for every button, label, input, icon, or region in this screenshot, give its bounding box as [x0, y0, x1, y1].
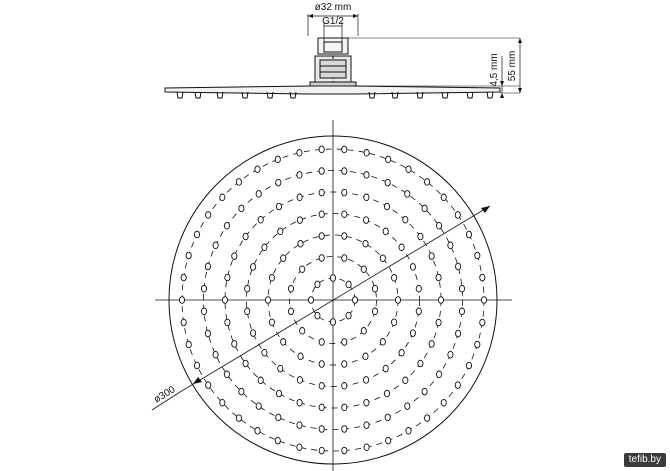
nozzle-hole	[213, 351, 218, 358]
nozzle-hole	[319, 404, 324, 411]
nozzle-hole	[441, 194, 446, 201]
nozzle-hole	[383, 365, 388, 372]
nozzle-hole	[319, 211, 324, 218]
nozzle-hole	[363, 353, 368, 360]
watermark-badge: tefib.by	[624, 453, 666, 467]
nozzle-hole	[186, 252, 191, 259]
nozzle-hole	[181, 319, 186, 326]
nozzle-hole	[364, 194, 369, 201]
nozzle-hole	[269, 275, 274, 282]
nozzle-hole	[319, 146, 324, 153]
nozzle-hole	[300, 266, 305, 273]
nozzle-hole	[281, 255, 286, 262]
nozzle-hole	[232, 253, 237, 260]
nozzle-hole	[276, 179, 281, 186]
nozzle-hole	[364, 422, 369, 429]
nozzle-hole	[201, 308, 206, 315]
nozzle-hole	[480, 319, 485, 326]
nozzle-hole	[265, 297, 270, 304]
nozzle-hole	[410, 330, 415, 337]
nozzle-hole	[386, 437, 391, 444]
nozzle-hole	[236, 415, 241, 422]
nozzle-hole	[297, 377, 302, 384]
nozzle-hole	[319, 426, 324, 433]
nozzle-hole	[405, 403, 410, 410]
nozzle-hole	[361, 266, 366, 273]
nozzle-hole	[456, 330, 461, 337]
nozzle-hole	[455, 212, 460, 219]
total-height-label: 55 mm	[507, 50, 518, 82]
nozzle-hole	[364, 399, 369, 406]
nozzle-hole	[403, 377, 408, 384]
nozzle-hole	[315, 281, 320, 288]
nozzle-hole	[269, 319, 274, 326]
nozzle-hole	[342, 383, 347, 390]
nozzle-hole	[342, 233, 347, 240]
nozzle-hole	[384, 203, 389, 210]
nozzle-hole	[256, 191, 261, 198]
nozzle-hole	[361, 328, 366, 335]
nozzle-hole	[380, 339, 385, 346]
nozzle-hole	[416, 308, 421, 315]
nozzle-hole	[262, 244, 267, 251]
nozzle-hole	[194, 231, 199, 238]
nozzle-hole	[275, 156, 280, 163]
nozzle-hole	[278, 228, 283, 235]
nozzle-hole	[448, 242, 453, 249]
head-diameter-label: ø300	[152, 384, 178, 406]
nozzle-hole	[330, 319, 335, 326]
nozzle-hole	[251, 330, 256, 337]
nozzle-hole	[315, 312, 320, 319]
nozzle-hole	[418, 233, 423, 240]
nozzle-hole	[288, 308, 293, 315]
nozzle-hole	[395, 297, 400, 304]
nozzle-hole	[205, 330, 210, 337]
nozzle-hole	[297, 399, 302, 406]
nozzle-hole	[319, 447, 324, 454]
nozzle-hole	[386, 156, 391, 163]
nozzle-hole	[342, 255, 347, 262]
nozzle-hole	[422, 205, 427, 212]
nozzle-hole	[342, 339, 347, 346]
nozzle-hole	[205, 263, 210, 270]
nozzle-hole	[194, 362, 199, 369]
nozzle-hole	[448, 351, 453, 358]
nozzle-hole	[206, 382, 211, 389]
nozzle-hole	[220, 399, 225, 406]
nozzle-hole	[466, 231, 471, 238]
nozzle-hole	[342, 211, 347, 218]
nozzle-hole	[342, 447, 347, 454]
nozzle-hole	[330, 275, 335, 282]
nozzle-hole	[276, 390, 281, 397]
nozzle-hole	[437, 222, 442, 229]
nozzle-hole	[319, 361, 324, 368]
nozzle-hole	[441, 399, 446, 406]
nozzle-hole	[406, 166, 411, 173]
nozzle-hole	[239, 388, 244, 395]
nozzle-hole	[385, 179, 390, 186]
head-plate	[165, 86, 500, 94]
nozzle-hole	[429, 253, 434, 260]
nozzle-hole	[278, 365, 283, 372]
nozzle-hole	[436, 319, 441, 326]
nozzle-hole	[258, 216, 263, 223]
nozzle-hole	[236, 179, 241, 186]
nozzle-hole	[418, 360, 423, 367]
nozzle-hole	[276, 203, 281, 210]
nozzle-hole	[256, 403, 261, 410]
nozzle-hole	[255, 166, 260, 173]
nozzle-hole	[380, 255, 385, 262]
nozzle-hole	[437, 371, 442, 378]
nozzle-hole	[342, 189, 347, 196]
nozzle-hole	[255, 428, 260, 435]
nozzle-hole	[243, 233, 248, 240]
nozzle-hole	[383, 228, 388, 235]
nozzle-hole	[319, 339, 324, 346]
nozzle-hole	[224, 222, 229, 229]
nozzle-hole	[466, 362, 471, 369]
nozzle-hole	[372, 285, 377, 292]
nozzle-hole	[475, 341, 480, 348]
nozzle-hole	[297, 194, 302, 201]
nozzle-hole	[456, 263, 461, 270]
nozzle-hole	[372, 308, 377, 315]
plate-thickness-label: 4,5 mm	[489, 53, 500, 87]
nozzle-hole	[225, 274, 230, 281]
nozzle-hole	[319, 233, 324, 240]
nozzle-hole	[319, 383, 324, 390]
nozzle-hole	[399, 244, 404, 251]
nozzle-hole	[475, 252, 480, 259]
nozzle-hole	[213, 242, 218, 249]
nozzle-hole	[319, 255, 324, 262]
nozzle-hole	[297, 150, 302, 157]
nozzle-hole	[342, 168, 347, 175]
nozzle-bump	[177, 92, 183, 98]
nozzle-hole	[251, 264, 256, 271]
nozzle-hole	[364, 377, 369, 384]
nozzle-hole	[342, 361, 347, 368]
nozzle-hole	[206, 212, 211, 219]
nozzle-hole	[364, 217, 369, 224]
nozzle-hole	[403, 216, 408, 223]
nozzle-hole	[352, 297, 357, 304]
nozzle-hole	[480, 274, 485, 281]
nozzle-hole	[297, 217, 302, 224]
nozzle-hole	[179, 297, 184, 304]
nozzle-hole	[181, 274, 186, 281]
nozzle-hole	[364, 172, 369, 179]
nozzle-hole	[232, 341, 237, 348]
nozzle-hole	[319, 189, 324, 196]
nozzle-hole	[384, 390, 389, 397]
nozzle-hole	[308, 297, 313, 304]
nozzle-hole	[297, 444, 302, 451]
nozzle-hole	[288, 285, 293, 292]
nozzle-hole	[297, 422, 302, 429]
nozzle-hole	[363, 240, 368, 247]
thread-label: G1/2	[322, 16, 344, 27]
nozzle-hole	[410, 264, 415, 271]
nozzle-hole	[224, 371, 229, 378]
nozzle-hole	[399, 349, 404, 356]
nozzle-hole	[342, 404, 347, 411]
nozzle-hole	[300, 328, 305, 335]
nozzle-hole	[392, 275, 397, 282]
nozzle-hole	[239, 205, 244, 212]
nozzle-hole	[298, 353, 303, 360]
nozzle-hole	[243, 360, 248, 367]
nozzle-hole	[201, 285, 206, 292]
nozzle-hole	[416, 285, 421, 292]
nozzle-hole	[275, 437, 280, 444]
nozzle-hole	[346, 281, 351, 288]
nozzle-hole	[364, 444, 369, 451]
nozzle-hole	[281, 339, 286, 346]
nozzle-hole	[455, 382, 460, 389]
nozzle-hole	[222, 297, 227, 304]
nozzle-hole	[245, 308, 250, 315]
nozzle-hole	[298, 240, 303, 247]
front-view	[152, 120, 512, 471]
nozzle-hole	[436, 274, 441, 281]
nozzle-hole	[262, 349, 267, 356]
nozzle-hole	[425, 415, 430, 422]
nozzle-hole	[258, 377, 263, 384]
nozzle-hole	[422, 388, 427, 395]
nozzle-hole	[385, 414, 390, 421]
nozzle-hole	[406, 428, 411, 435]
nozzle-hole	[405, 191, 410, 198]
nozzle-hole	[342, 426, 347, 433]
nozzle-hole	[342, 146, 347, 153]
nozzle-hole	[364, 150, 369, 157]
nozzle-hole	[186, 341, 191, 348]
nozzle-hole	[297, 172, 302, 179]
nozzle-hole	[225, 319, 230, 326]
nozzle-bump	[487, 92, 493, 98]
nozzle-hole	[459, 285, 464, 292]
nozzle-hole	[220, 194, 225, 201]
nozzle-hole	[481, 297, 486, 304]
nozzle-hole	[276, 414, 281, 421]
nozzle-hole	[346, 312, 351, 319]
nozzle-hole	[245, 285, 250, 292]
nozzle-hole	[429, 341, 434, 348]
nozzle-hole	[425, 179, 430, 186]
flange-diameter-label: ø32 mm	[314, 2, 352, 13]
nozzle-hole	[392, 319, 397, 326]
nozzle-hole	[438, 297, 443, 304]
nozzle-hole	[319, 168, 324, 175]
nozzle-hole	[459, 308, 464, 315]
